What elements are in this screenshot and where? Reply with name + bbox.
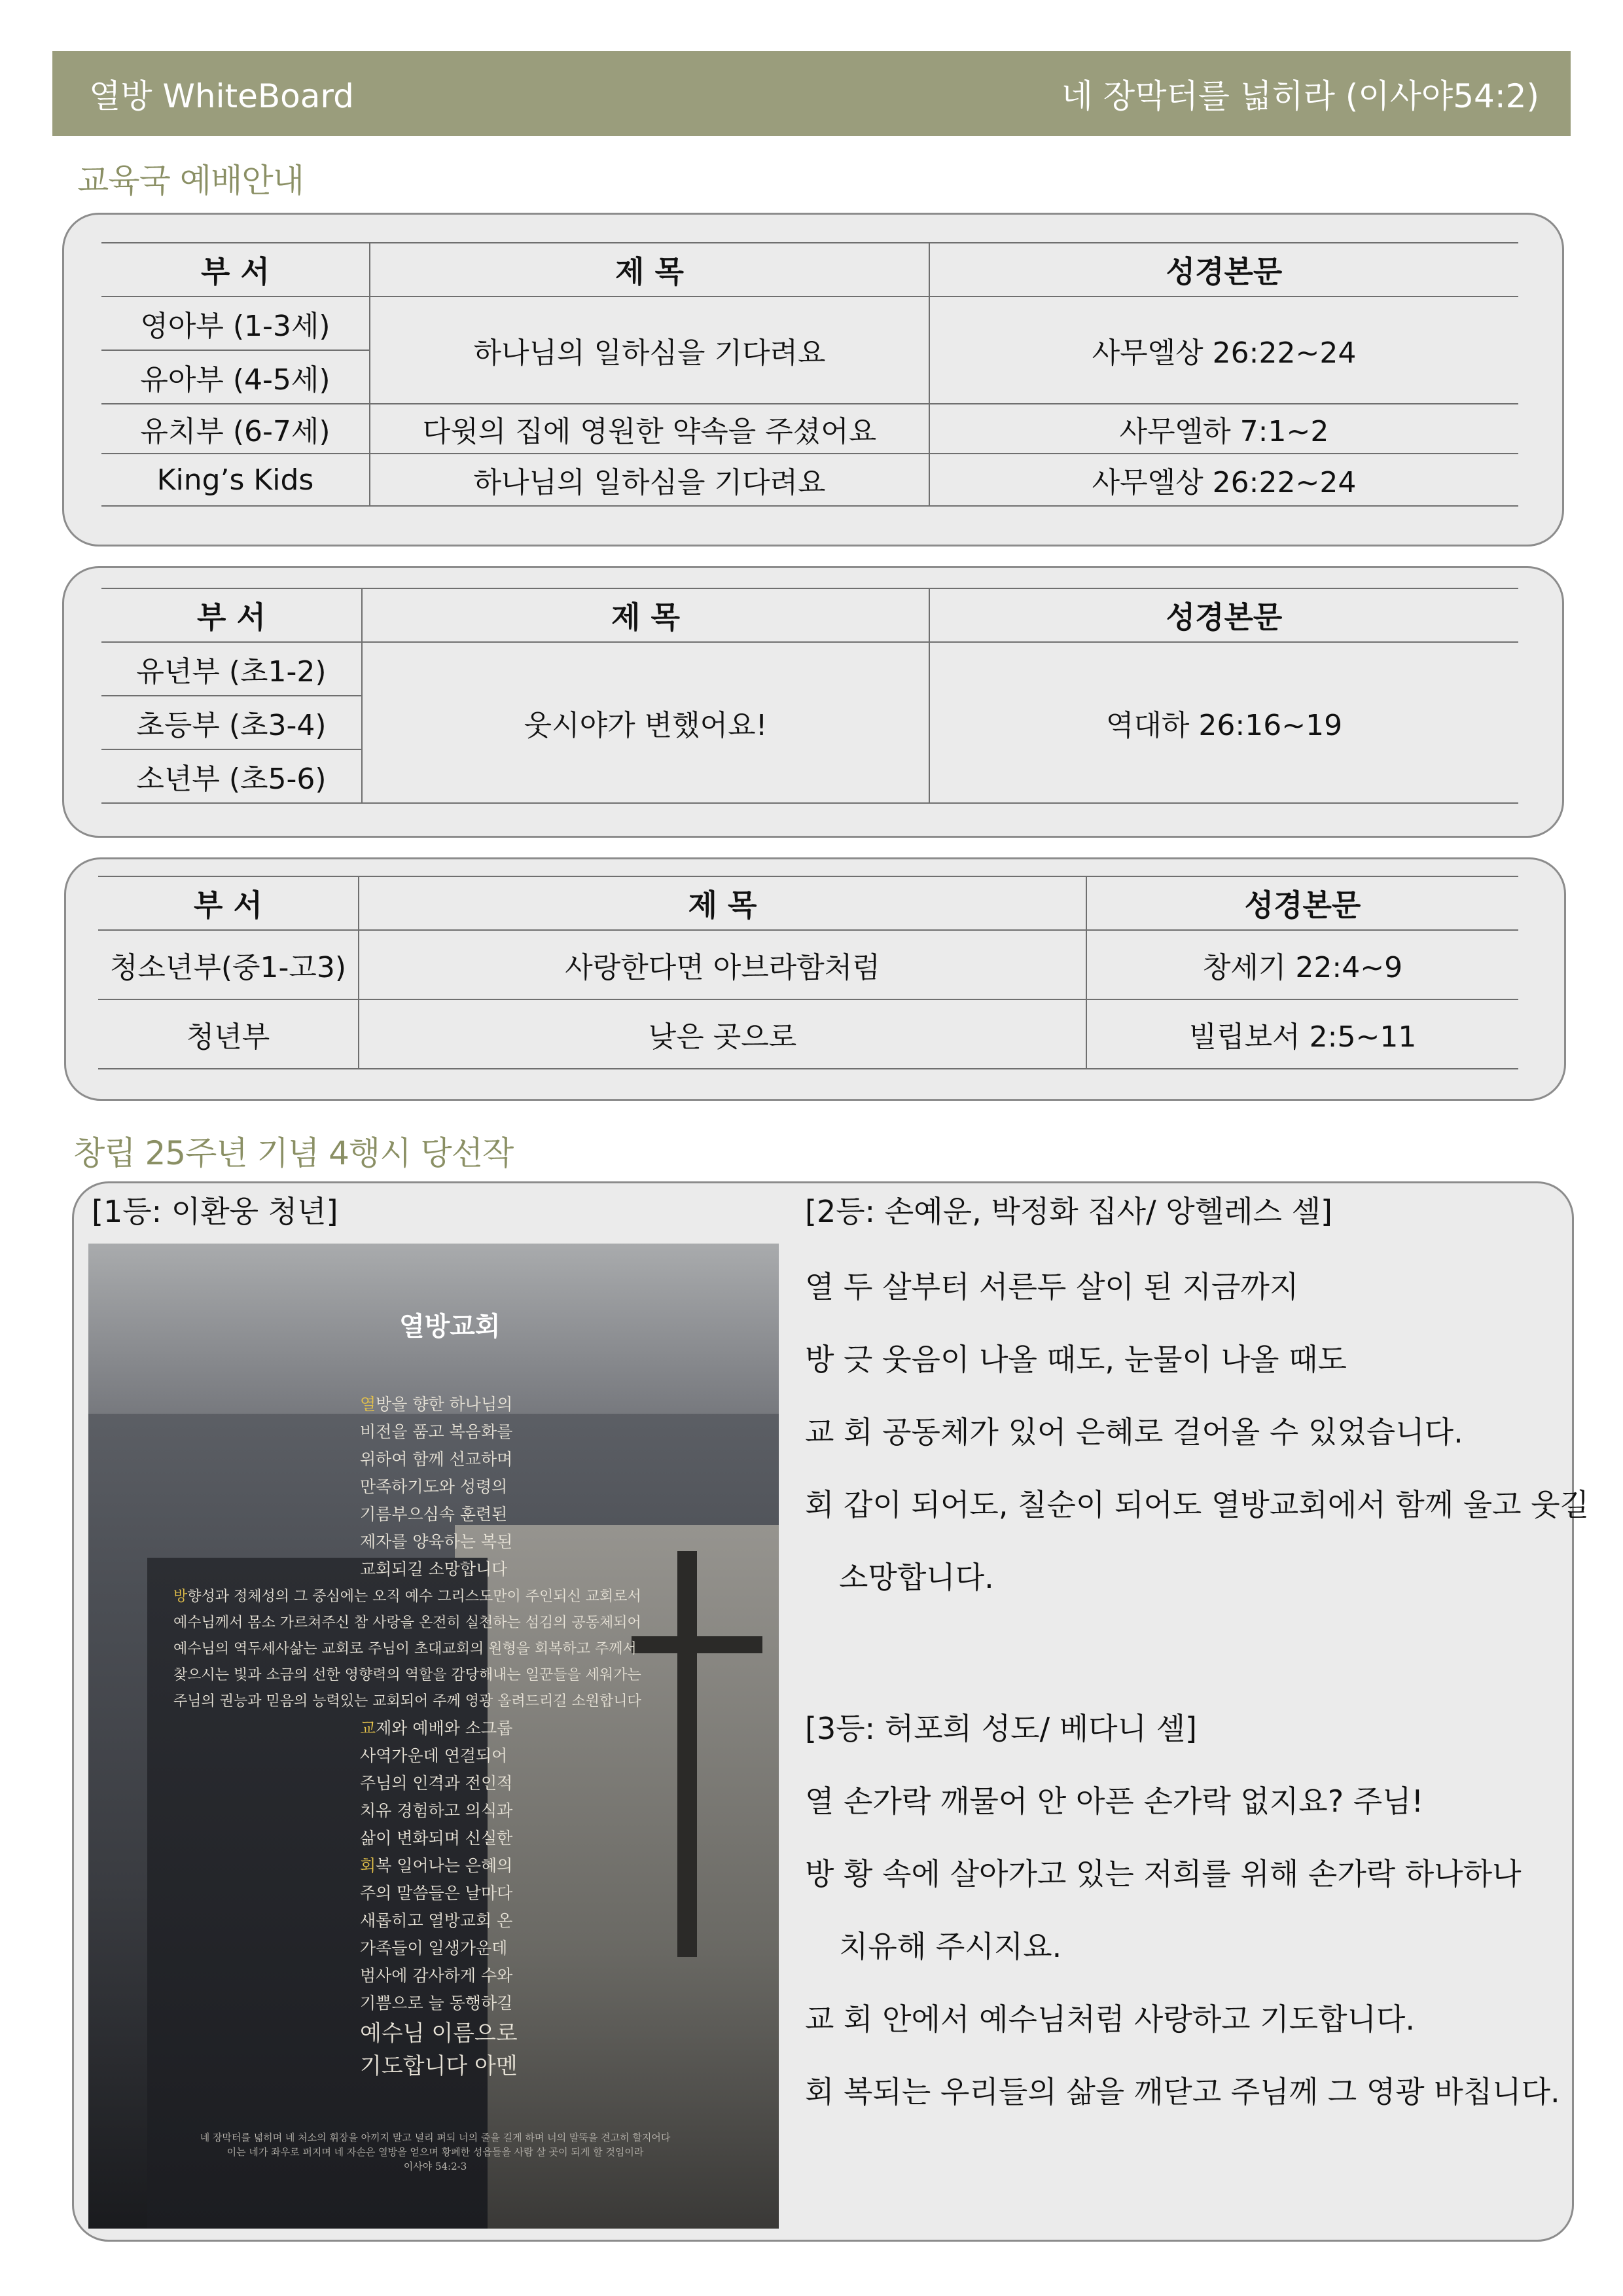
page-header <box>52 51 1571 136</box>
poem-line: 소망합니다. <box>839 1560 994 1595</box>
third-prize-label: [3등: 허포희 성도/ 베다니 셀] <box>805 1711 1198 1746</box>
poster-line: 교제와 예배와 소그룹 <box>360 1719 513 1738</box>
poem-line: 열 두 살부터 서른두 살이 된 지금까지 <box>805 1269 1299 1304</box>
poster-line: 치유 경험하고 의식과 <box>360 1801 513 1820</box>
poster-line: 삶이 변화되며 신실한 <box>360 1829 513 1848</box>
scripture-cell: 사무엘상 26:22~24 <box>929 454 1518 506</box>
poems-section-title: 창립 25주년 기념 4행시 당선작 <box>73 1134 514 1172</box>
poster-block-1 <box>360 1391 512 1583</box>
scripture-cell: 창세기 22:4~9 <box>1086 930 1518 999</box>
poster-footer-line: 이는 네가 좌우로 퍼지며 네 자손은 열방을 얻으며 황폐한 성읍들을 사람 살 곳이 되게 할 것임이라 <box>226 2146 644 2158</box>
poster-line: 비전을 품고 복음화를 <box>360 1422 513 1441</box>
poster-line: 새롭히고 열방교회 온 <box>360 1911 513 1930</box>
poster-block-3 <box>360 1715 518 2083</box>
first-prize-label: [1등: 이환웅 청년] <box>92 1194 338 1229</box>
header-title: 열방 WhiteBoard <box>89 77 354 115</box>
col-header-text: 성경본문 <box>929 243 1518 296</box>
first-prize-poster <box>88 1244 779 2229</box>
poster-line: 열방을 향한 하나님의 <box>360 1395 513 1414</box>
worship-table-3 <box>98 876 1518 1069</box>
scripture-cell: 역대하 26:16~19 <box>929 642 1518 803</box>
poster-line: 만족하기도와 성령의 <box>360 1477 508 1496</box>
title-cell: 다윗의 집에 영원한 약속을 주셨어요 <box>370 404 929 454</box>
title-cell: 하나님의 일하심을 기다려요 <box>370 454 929 506</box>
poem-line: 방 황 속에 살아가고 있는 저희를 위해 손가락 하나하나 <box>805 1856 1522 1892</box>
dept-cell: 영아부 (1-3세) <box>101 296 370 350</box>
dept-cell: 유년부 (초1-2) <box>101 642 362 696</box>
header-verse: 네 장막터를 넓히라 (이사야54:2) <box>1061 77 1539 115</box>
poster-line: 사역가운데 연결되어 <box>360 1746 508 1765</box>
scripture-cell: 빌립보서 2:5~11 <box>1086 999 1518 1069</box>
dept-cell: 청소년부(중1-고3) <box>98 930 359 999</box>
poem-line: 방 긋 웃음이 나올 때도, 눈물이 나올 때도 <box>805 1342 1347 1377</box>
poster-line: 위하여 함께 선교하며 <box>360 1450 513 1469</box>
dept-cell: 유치부 (6-7세) <box>101 404 370 454</box>
col-header-title: 제 목 <box>362 588 929 642</box>
poster-line: 주의 말씀들은 날마다 <box>360 1884 513 1903</box>
dept-cell: 유아부 (4-5세) <box>101 350 370 404</box>
poster-line: 기도합니다 아멘 <box>360 2053 518 2079</box>
dept-cell: 초등부 (초3-4) <box>101 696 362 749</box>
col-header-dept: 부 서 <box>101 588 362 642</box>
poster-line: 기름부으심속 훈련된 <box>360 1505 508 1524</box>
worship-section-title: 교육국 예배안내 <box>77 162 304 200</box>
dept-cell: 소년부 (초5-6) <box>101 749 362 803</box>
poster-line: 교회되길 소망합니다 <box>360 1560 508 1579</box>
poem-line: 교 회 공동체가 있어 은혜로 걸어올 수 있었습니다. <box>805 1414 1463 1450</box>
poem-line: 교 회 안에서 예수님처럼 사랑하고 기도합니다. <box>805 2001 1416 2037</box>
poster-line: 예수님께서 몸소 가르쳐주신 참 사랑을 온전히 실천하는 섬김의 공동체되어 <box>173 1615 641 1631</box>
title-cell: 낮은 곳으로 <box>359 999 1086 1069</box>
col-header-text: 성경본문 <box>1086 876 1518 930</box>
poster-line: 주님의 권능과 믿음의 능력있는 교회되어 주께 영광 올려드리길 소원합니다 <box>173 1693 641 1710</box>
poster-line: 기쁨으로 늘 동행하길 <box>360 1994 513 2013</box>
poster-line: 가족들이 일생가운데 <box>360 1939 508 1958</box>
poster-footer-line: 네 장막터를 넓히며 네 처소의 휘장을 아끼지 말고 널리 펴되 너의 줄을 길게 하며 너의 말뚝을 견고히 할지어다 <box>200 2132 671 2144</box>
poster-footer-verse <box>141 2130 730 2174</box>
title-cell: 하나님의 일하심을 기다려요 <box>370 296 929 404</box>
col-header-title: 제 목 <box>359 876 1086 930</box>
title-cell: 웃시야가 변했어요! <box>362 642 929 803</box>
poster-line: 방향성과 정체성의 그 중심에는 오직 예수 그리스도만이 주인되신 교회로서 <box>173 1588 641 1605</box>
col-header-text: 성경본문 <box>929 588 1518 642</box>
poster-line: 찾으시는 빛과 소금의 선한 영향력의 역할을 감당해내는 일꾼들을 세워가는 <box>173 1667 641 1683</box>
scripture-cell: 사무엘상 26:22~24 <box>929 296 1518 404</box>
second-prize-label: [2등: 손예운, 박정화 집사/ 앙헬레스 셀] <box>805 1194 1332 1229</box>
col-header-title: 제 목 <box>370 243 929 296</box>
scripture-cell: 사무엘하 7:1~2 <box>929 404 1518 454</box>
poster-line: 주님의 인격과 전인적 <box>360 1774 513 1793</box>
church-logo: 열방교회 <box>399 1312 501 1342</box>
poem-line: 회 복되는 우리들의 삶을 깨닫고 주님께 그 영광 바칩니다. <box>805 2074 1560 2109</box>
poster-line: 제자를 양육하는 복된 <box>360 1532 513 1551</box>
title-cell: 사랑한다면 아브라함처럼 <box>359 930 1086 999</box>
col-header-dept: 부 서 <box>101 243 370 296</box>
poem-line: 회 갑이 되어도, 칠순이 되어도 열방교회에서 함께 울고 웃길 <box>805 1487 1590 1522</box>
poster-footer-line: 이사야 54:2-3 <box>403 2161 467 2172</box>
poster-line: 예수님의 역두세사삶는 교회로 주님이 초대교회의 원형을 회복하고 주께서 <box>173 1641 637 1657</box>
poem-line: 치유해 주시지요. <box>839 1929 1062 1964</box>
poster-line: 회복 일어나는 은혜의 <box>360 1856 513 1875</box>
poem-line: 열 손가락 깨물어 안 아픈 손가락 없지요? 주님! <box>805 1784 1424 1819</box>
worship-table-1 <box>101 242 1518 507</box>
worship-table-2 <box>101 588 1518 804</box>
dept-cell: 청년부 <box>98 999 359 1069</box>
poster-line: 범사에 감사하게 수와 <box>360 1966 513 1985</box>
poster-line: 예수님 이름으로 <box>360 2020 518 2047</box>
poster-block-2 <box>173 1584 641 1715</box>
dept-cell: King’s Kids <box>101 454 370 506</box>
col-header-dept: 부 서 <box>98 876 359 930</box>
